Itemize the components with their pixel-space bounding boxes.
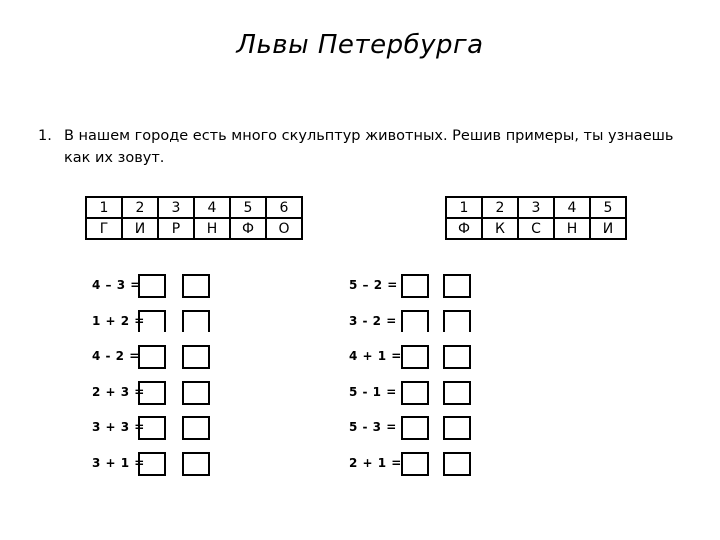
- equation-text: 1 + 2 =: [92, 313, 145, 328]
- key-cell: 3: [518, 197, 554, 218]
- key-cell: 2: [122, 197, 158, 218]
- equation-text: 2 + 3 =: [92, 384, 145, 399]
- task-number: 1.: [38, 128, 52, 144]
- equation-text: 4 + 1 =: [349, 349, 402, 363]
- task-line-2: как их зовут.: [64, 150, 165, 166]
- letter-box[interactable]: [443, 416, 471, 440]
- letter-box[interactable]: [182, 310, 210, 332]
- answer-box[interactable]: [138, 416, 166, 440]
- letter-box[interactable]: [182, 345, 210, 369]
- letter-box[interactable]: [443, 274, 471, 298]
- key-cell: 3: [158, 197, 194, 218]
- key-row-numbers: [86, 197, 302, 218]
- key-row-letters: [446, 218, 626, 239]
- key-cell: Ф: [230, 218, 266, 239]
- key-cell: 5: [230, 197, 266, 218]
- key-cell: К: [482, 218, 518, 239]
- equation-text: 5 - 3 =: [349, 420, 397, 434]
- letter-box[interactable]: [443, 345, 471, 369]
- answer-box[interactable]: [401, 416, 429, 440]
- task-line-1: В нашем городе есть много скульптур животных. Решив примеры, ты узнаешь: [64, 128, 674, 144]
- answer-box[interactable]: [138, 310, 166, 332]
- equation-text: 5 – 2 =: [349, 278, 398, 292]
- letter-box[interactable]: [182, 381, 210, 405]
- letter-box[interactable]: [443, 381, 471, 405]
- letter-box[interactable]: [443, 452, 471, 476]
- key-row-numbers: [446, 197, 626, 218]
- equation-text: 3 + 1 =: [92, 455, 145, 470]
- key-cell: И: [590, 218, 626, 239]
- answer-box[interactable]: [401, 381, 429, 405]
- answer-box[interactable]: [401, 310, 429, 332]
- letter-box[interactable]: [182, 416, 210, 440]
- key-cell: И: [122, 218, 158, 239]
- key-row-letters: [86, 218, 302, 239]
- key-cell: 1: [446, 197, 482, 218]
- key-cell: Р: [158, 218, 194, 239]
- answer-box[interactable]: [138, 381, 166, 405]
- answer-box[interactable]: [138, 452, 166, 476]
- key-cell: Н: [554, 218, 590, 239]
- key-cell: 4: [554, 197, 590, 218]
- key-cell: 2: [482, 197, 518, 218]
- page-title: Львы Петербурга: [236, 30, 484, 60]
- key-cell: О: [266, 218, 302, 239]
- letter-box[interactable]: [443, 310, 471, 332]
- key-cell: 4: [194, 197, 230, 218]
- equation-text: 4 - 2 =: [92, 349, 140, 363]
- letter-box[interactable]: [182, 274, 210, 298]
- answer-box[interactable]: [138, 274, 166, 298]
- answer-box[interactable]: [401, 452, 429, 476]
- equation-text: 4 – 3 =: [92, 278, 141, 292]
- task-text: [38, 125, 698, 169]
- answer-box[interactable]: [138, 345, 166, 369]
- equation-text: 5 - 1 =: [349, 384, 397, 399]
- letter-box[interactable]: [182, 452, 210, 476]
- key-table-right: [445, 196, 627, 240]
- key-cell: Н: [194, 218, 230, 239]
- key-cell: Ф: [446, 218, 482, 239]
- key-cell: С: [518, 218, 554, 239]
- key-table-left: [85, 196, 303, 240]
- key-cell: 6: [266, 197, 302, 218]
- key-cell: 1: [86, 197, 122, 218]
- equation-text: 3 - 2 =: [349, 313, 397, 328]
- equation-text: 3 + 3 =: [92, 420, 145, 434]
- equation-text: 2 + 1 =: [349, 455, 402, 470]
- answer-box[interactable]: [401, 345, 429, 369]
- key-cell: 5: [590, 197, 626, 218]
- answer-box[interactable]: [401, 274, 429, 298]
- key-cell: Г: [86, 218, 122, 239]
